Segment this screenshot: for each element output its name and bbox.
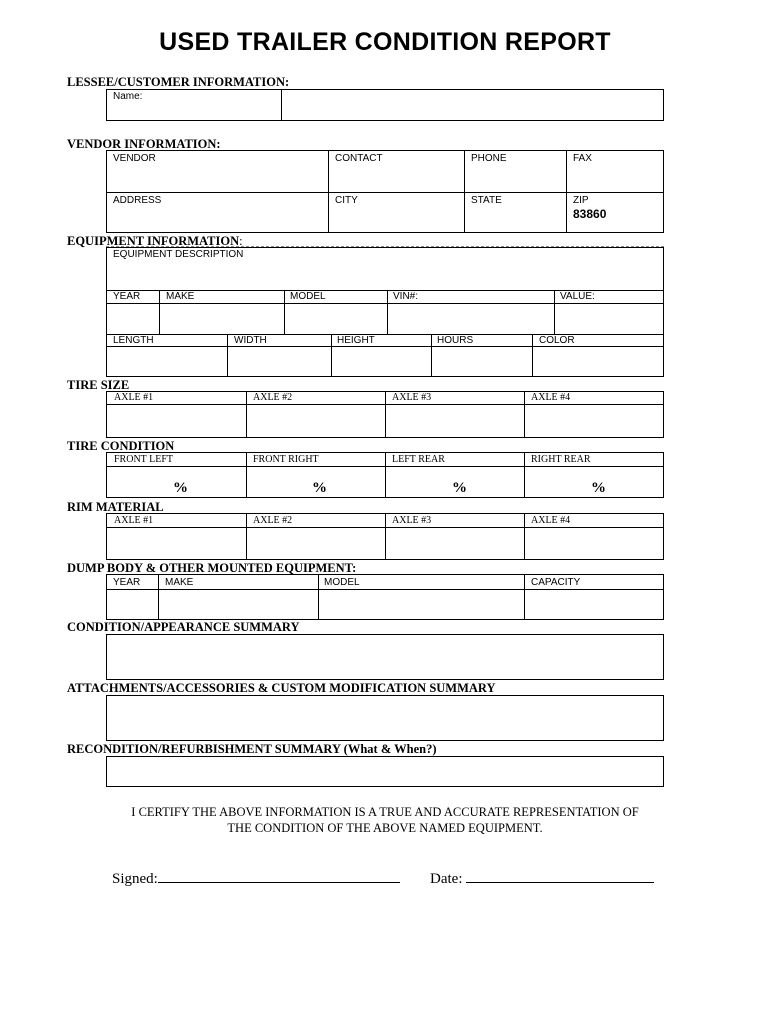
equipment-heading: EQUIPMENT INFORMATION:: [67, 234, 243, 248]
attachments-summary-field[interactable]: [106, 695, 664, 741]
divider: [107, 192, 663, 193]
rim-axle-2-label: AXLE #2: [253, 515, 293, 526]
tire-size-box: [106, 391, 664, 438]
date-row: [430, 868, 654, 888]
signature-line[interactable]: [158, 868, 400, 883]
zip-label: ZIP: [573, 195, 589, 206]
left-rear-label: LEFT REAR: [392, 454, 445, 465]
front-left-label: FRONT LEFT: [114, 454, 173, 465]
rim-axle-3-label: AXLE #3: [392, 515, 432, 526]
condition-summary-heading: CONDITION/APPEARANCE SUMMARY: [67, 620, 300, 634]
certify-line-1: I CERTIFY THE ABOVE INFORMATION IS A TRUE AND ACCURATE REPRESENTATION OF: [131, 805, 639, 819]
model-label: MODEL: [290, 291, 326, 302]
divider: [328, 151, 329, 232]
divider: [431, 334, 432, 376]
left-rear-percent[interactable]: %: [452, 480, 467, 496]
divider: [227, 334, 228, 376]
dump-body-box: [106, 574, 664, 620]
hours-label: HOURS: [437, 335, 474, 346]
contact-label: CONTACT: [335, 153, 383, 164]
front-right-label: FRONT RIGHT: [253, 454, 319, 465]
page-title: USED TRAILER CONDITION REPORT: [159, 28, 611, 56]
tire-size-axle-1-label: AXLE #1: [114, 392, 154, 403]
dump-capacity-label: CAPACITY: [531, 577, 581, 588]
recondition-summary-heading: RECONDITION/REFURBISHMENT SUMMARY (What & When?): [67, 742, 437, 756]
dump-make-label: MAKE: [165, 577, 194, 588]
front-left-percent[interactable]: %: [173, 480, 188, 496]
lessee-box: [106, 89, 664, 121]
attachments-summary-heading: ATTACHMENTS/ACCESSORIES & CUSTOM MODIFICATION SUMMARY: [67, 681, 496, 695]
divider: [246, 392, 247, 437]
right-rear-label: RIGHT REAR: [531, 454, 591, 465]
phone-label: PHONE: [471, 153, 507, 164]
state-label: STATE: [471, 195, 502, 206]
recondition-summary-field[interactable]: [106, 756, 664, 787]
certify-line-2: THE CONDITION OF THE ABOVE NAMED EQUIPMENT.: [227, 821, 543, 835]
vendor-label: VENDOR: [113, 153, 156, 164]
divider: [331, 334, 332, 376]
dump-model-label: MODEL: [324, 577, 360, 588]
height-label: HEIGHT: [337, 335, 375, 346]
divider: [159, 290, 160, 334]
dump-body-heading: DUMP BODY & OTHER MOUNTED EQUIPMENT:: [67, 561, 357, 575]
width-label: WIDTH: [234, 335, 267, 346]
divider: [318, 575, 319, 619]
tire-size-axle-2-label: AXLE #2: [253, 392, 293, 403]
signed-row: [112, 868, 400, 888]
rim-axle-1-label: AXLE #1: [114, 515, 154, 526]
rim-material-heading: RIM MATERIAL: [67, 500, 164, 514]
divider: [284, 290, 285, 334]
lessee-heading: LESSEE/CUSTOMER INFORMATION:: [67, 75, 290, 89]
rim-axle-4-label: AXLE #4: [531, 515, 571, 526]
color-label: COLOR: [539, 335, 575, 346]
date-label: Date:: [430, 871, 463, 887]
equipment-box: [106, 247, 664, 377]
tire-size-axle-4-label: AXLE #4: [531, 392, 571, 403]
name-label: Name:: [113, 91, 143, 102]
divider: [246, 514, 247, 559]
divider: [532, 334, 533, 376]
divider: [158, 575, 159, 619]
tire-condition-box: [106, 452, 664, 498]
fax-label: FAX: [573, 153, 592, 164]
divider: [524, 392, 525, 437]
date-line[interactable]: [466, 868, 654, 883]
rim-material-box: [106, 513, 664, 560]
divider: [387, 290, 388, 334]
value-label: VALUE:: [560, 291, 595, 302]
divider: [246, 453, 247, 497]
tire-size-axle-3-label: AXLE #3: [392, 392, 432, 403]
dump-year-label: YEAR: [113, 577, 141, 588]
vendor-heading: VENDOR INFORMATION:: [67, 137, 221, 151]
divider: [524, 453, 525, 497]
vin-label: VIN#:: [393, 291, 419, 302]
zip-value[interactable]: 83860: [573, 207, 607, 221]
length-label: LENGTH: [113, 335, 154, 346]
divider: [524, 514, 525, 559]
divider: [385, 453, 386, 497]
year-label: YEAR: [113, 291, 141, 302]
address-label: ADDRESS: [113, 195, 162, 206]
city-label: CITY: [335, 195, 358, 206]
divider: [464, 151, 465, 232]
name-field[interactable]: [282, 90, 663, 120]
tire-size-heading: TIRE SIZE: [67, 378, 130, 392]
divider: [385, 392, 386, 437]
divider: [554, 290, 555, 334]
divider: [524, 575, 525, 619]
signed-label: Signed:: [112, 871, 158, 887]
divider: [107, 589, 663, 590]
right-rear-percent[interactable]: %: [591, 480, 606, 496]
divider: [107, 303, 663, 304]
tire-condition-heading: TIRE CONDITION: [67, 439, 175, 453]
vendor-box: [106, 150, 664, 233]
front-right-percent[interactable]: %: [312, 480, 327, 496]
make-label: MAKE: [166, 291, 195, 302]
divider: [107, 334, 663, 335]
condition-summary-field[interactable]: [106, 634, 664, 680]
divider: [107, 346, 663, 347]
divider: [566, 151, 567, 232]
equipment-description-label: EQUIPMENT DESCRIPTION: [113, 249, 244, 260]
divider: [385, 514, 386, 559]
